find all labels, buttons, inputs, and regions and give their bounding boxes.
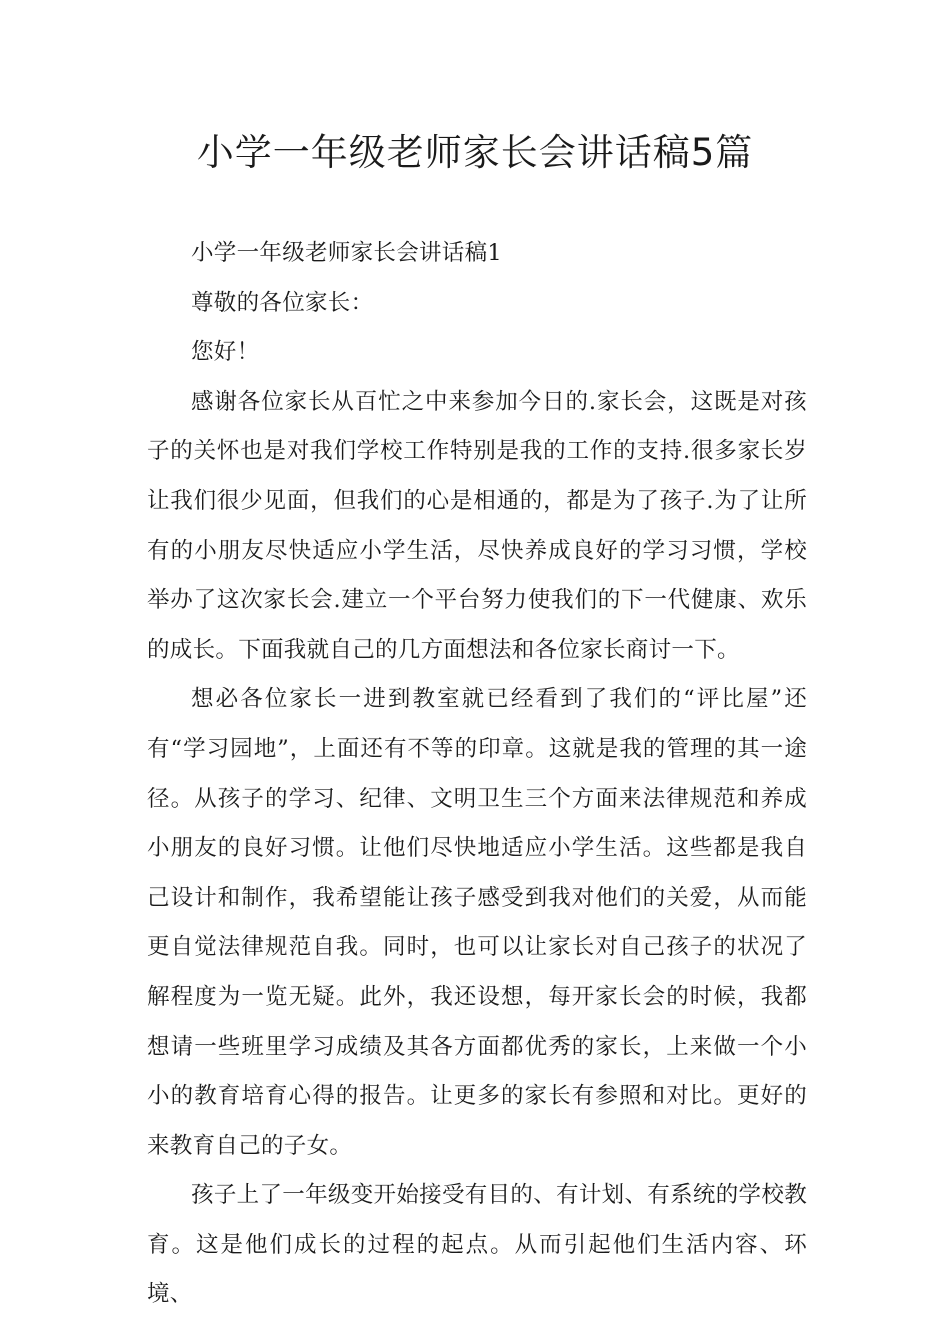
document-title: 小学一年级老师家长会讲话稿5篇	[196, 131, 754, 174]
paragraph-body: 孩子上了一年级变开始接受有目的、有计划、有系统的学校教育。这是他们成长的过程的起点。从而引起他们生活内容、环境、	[147, 1182, 807, 1308]
document-body	[147, 229, 807, 1320]
paragraph-body: 感谢各位家长从百忙之中来参加今日的.家长会，这既是对孩子的关怀也是对我们学校工作特别是我的工作的支持.很多家长岁让我们很少见面，但我们的心是相通的，都是为了孩子.为了让所有的小朋友尽快适应小学生活，尽快养成良好的学习习惯，学校举办了这次家长会.建立一个平台努力使我们的下一代健康、欢乐的成长。下面我就自己的几方面想法和各位家长商讨一下。	[147, 388, 807, 663]
paragraph-body: 想必各位家长一进到教室就已经看到了我们的“评比屋”还有“学习园地”，上面还有不等的印章。这就是我的管理的其一途径。从孩子的学习、纪律、文明卫生三个方面来法律规范和养成小朋友的良好习惯。让他们尽快地适应小学生活。这些都是我自己设计和制作，我希望能让孩子感受到我对他们的关爱，从而能更自觉法律规范自我。同时，也可以让家长对自己孩子的状况了解程度为一览无疑。此外，我还设想，每开家长会的时候，我都想请一些班里学习成绩及其各方面都优秀的家长，上来做一个小小的教育培育心得的报告。让更多的家长有参照和对比。更好的来教育自己的子女。	[147, 686, 807, 1159]
paragraph-subtitle: 小学一年级老师家长会讲话稿1	[191, 240, 503, 266]
paragraph-salutation: 尊敬的各位家长：	[191, 289, 374, 316]
paragraph-greeting: 您好！	[191, 339, 260, 366]
